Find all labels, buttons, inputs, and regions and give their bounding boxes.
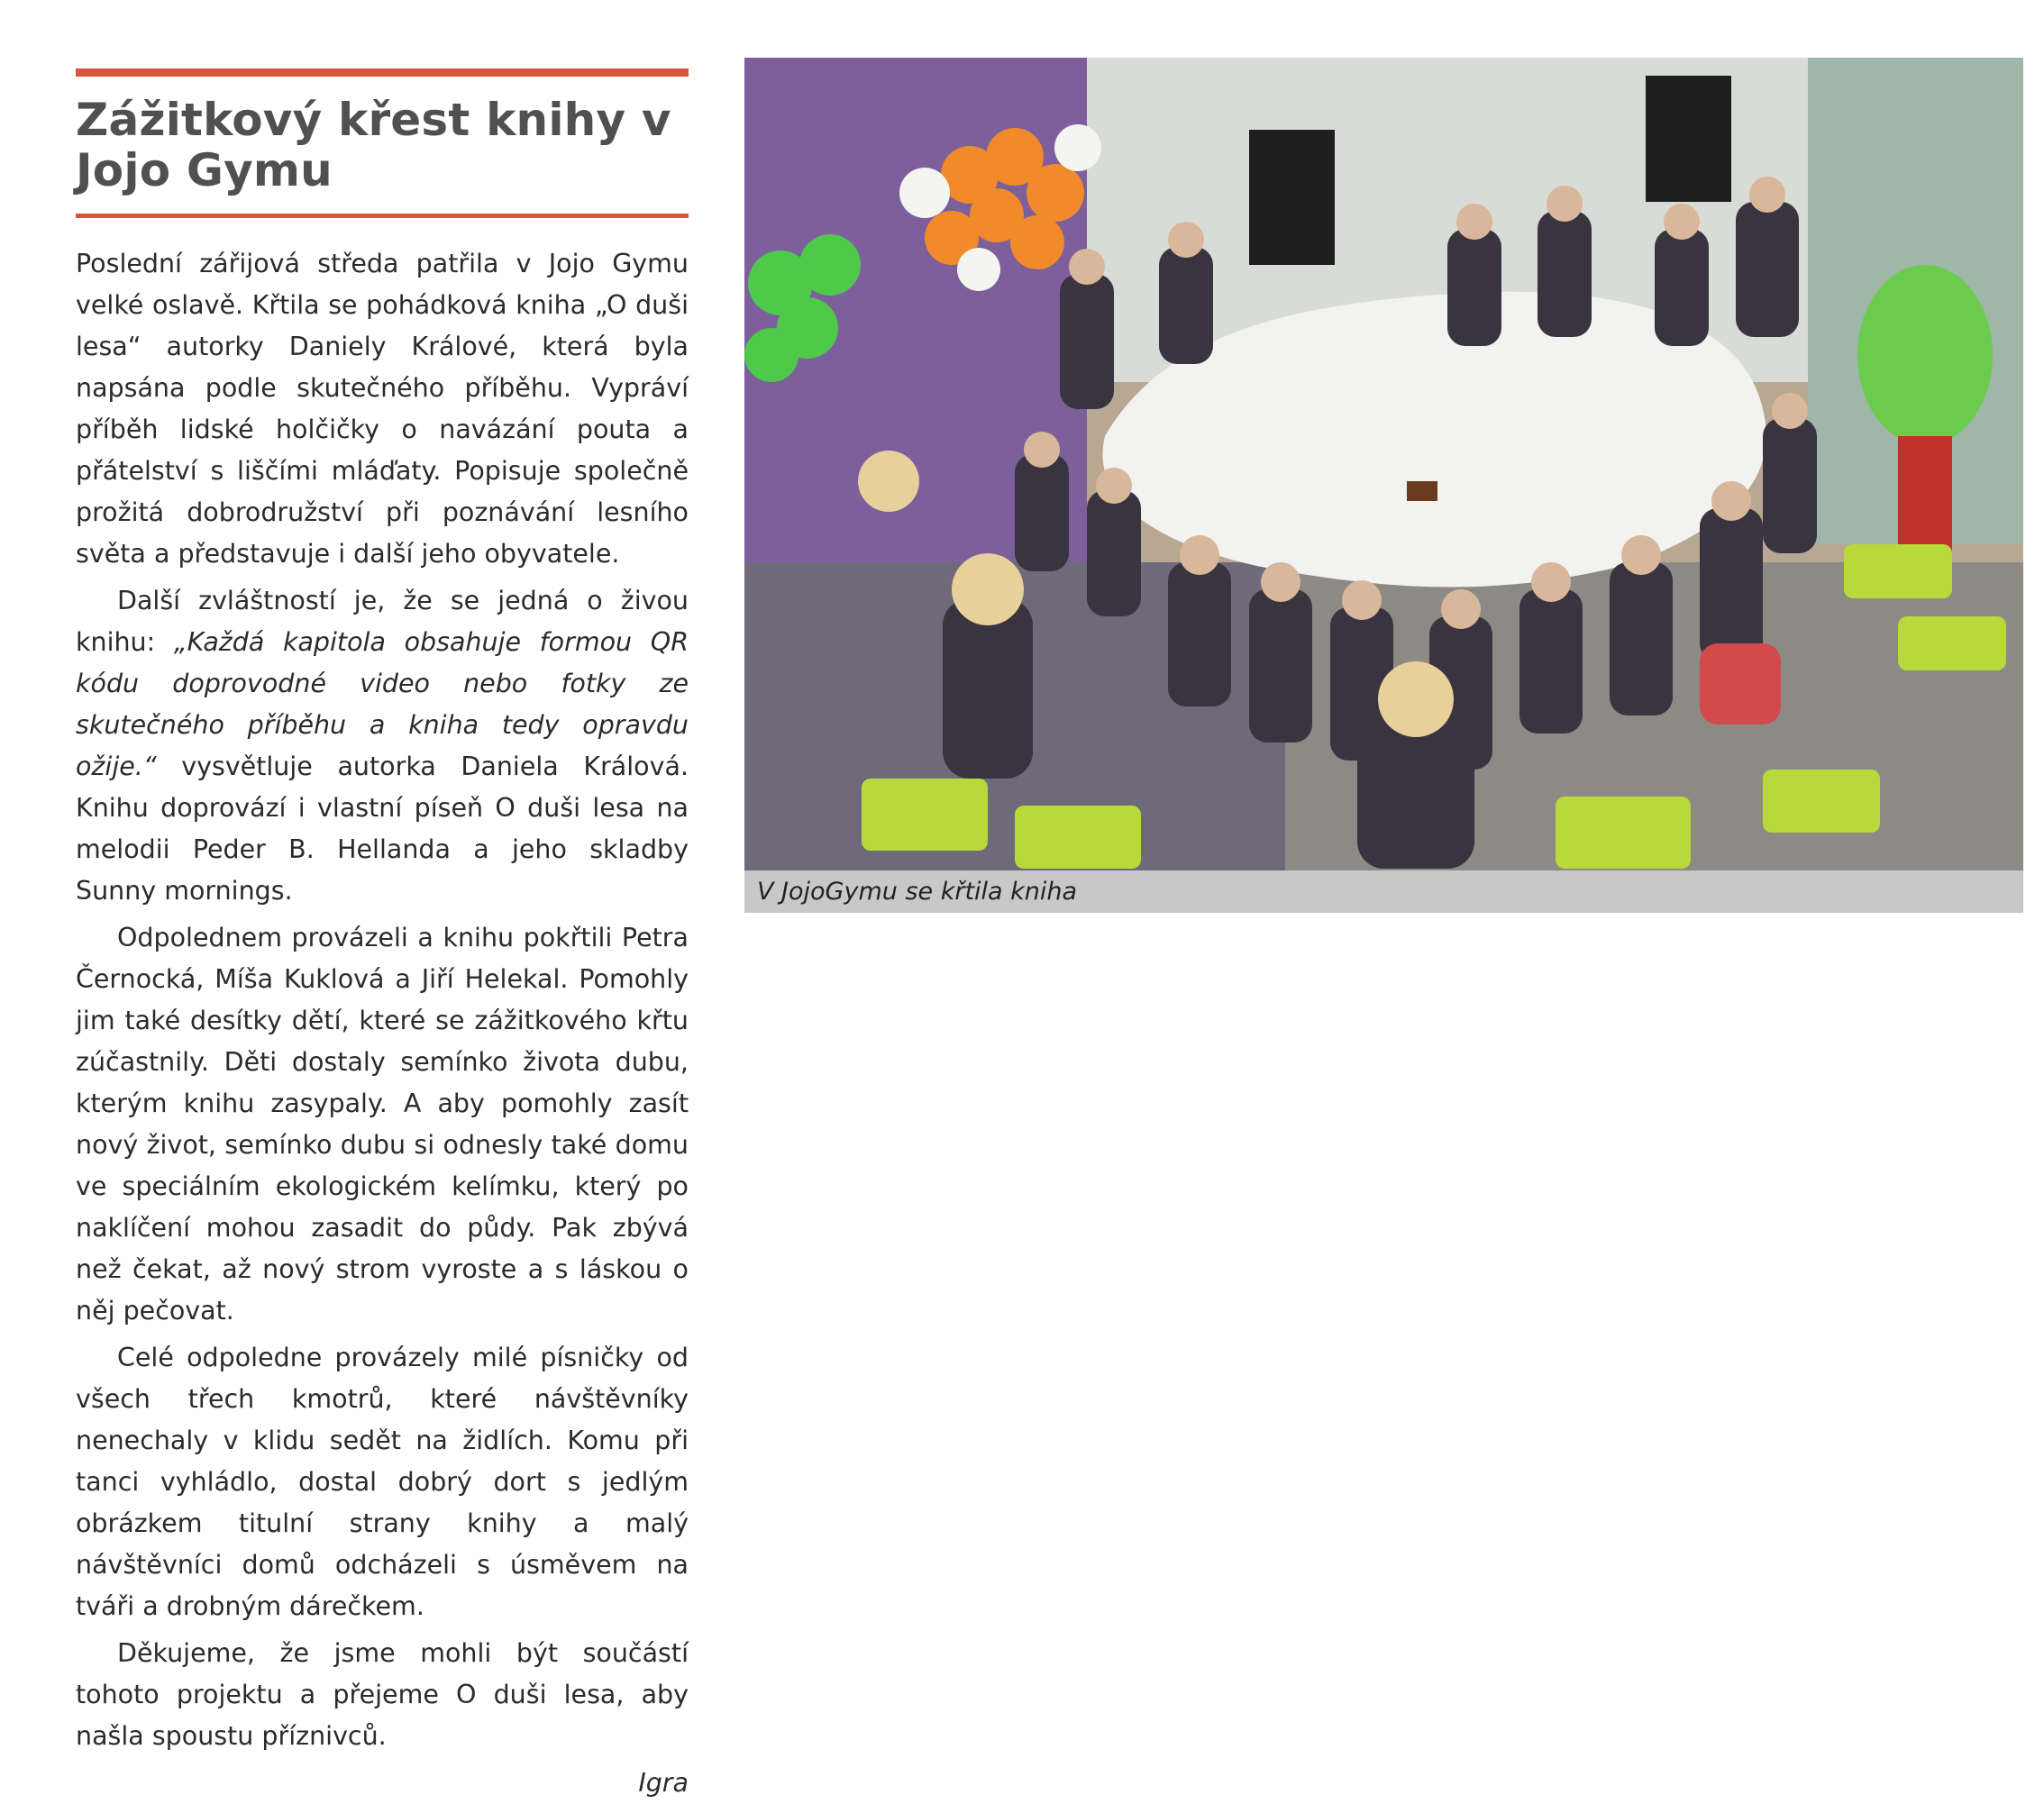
article-body (76, 243, 689, 1757)
paragraph-2-intro: Další zvláštností je, že se jedná o živou knihu: (76, 586, 689, 657)
paragraph-2-rest: vysvětluje autorka Daniela Králová. Knihu doprovází i vlastní píseň O duši lesa na melodii Peder B. Hellanda a jeho skladby Sunny mornings. (76, 752, 689, 906)
paragraph-4: Celé odpoledne provázely milé písničky od všech třech kmotrů, které návštěvníky nenechaly v klidu sedět na židlích. Komu při tanci vyhládlo, dostal dobrý dort s jedlým obrázkem titulní strany knihy a malý návštěvníci domů odcházeli s úsměvem na tváři a drobným dárečkem. (76, 1343, 689, 1621)
paragraph-2-quote: „Každá kapitola obsahuje formou QR kódu doprovodné video nebo fotky ze skutečného příběhu a kniha tedy opravdu ožije.“ (76, 627, 689, 781)
paragraph-1: Poslední zářijová středa patřila v Jojo Gymu velké oslavě. Křtila se pohádková kniha „O duši lesa“ autorky Daniely Králové, která byla napsána podle skutečného příběhu. Vypráví příběh lidské holčičky o navázání pouta a přátelství s liščími mláďaty. Popisuje společně prožitá dobrodružství při poznávání lesního světa a představuje i další jeho obyvatele. (76, 249, 689, 569)
paragraph-5: Děkujeme, že jsme mohli být součástí tohoto projektu a přejeme O duši lesa, aby našla spoustu příznivců. (76, 1638, 689, 1751)
paragraph-2 (76, 580, 689, 912)
article-title: Zážitkový křest knihy v Jojo Gymu (76, 94, 671, 196)
title-bottom-rule (76, 214, 689, 218)
article-author: Igra (638, 1768, 689, 1798)
title-top-rule (76, 68, 689, 77)
photo-caption: V JojoGymu se křtila kniha (744, 870, 2023, 913)
paragraph-3: Odpolednem provázeli a knihu pokřtili Petra Černocká, Míša Kuklová a Jiří Helekal. Pomohly jim také desítky dětí, které se zážitkového křtu zúčastnily. Děti dostaly semínko života dubu, kterým knihu zasypaly. A aby pomohly zasít nový život, semínko dubu si odnesly také domu ve speciálním ekologickém kelímku, který po naklíčení mohou zasadit do půdy. Pak zbývá než čekat, až nový strom vyroste a s láskou o něj pečovat. (76, 923, 689, 1326)
article (76, 68, 689, 1804)
event-photo (744, 58, 2023, 870)
photo-figure (744, 58, 2023, 913)
